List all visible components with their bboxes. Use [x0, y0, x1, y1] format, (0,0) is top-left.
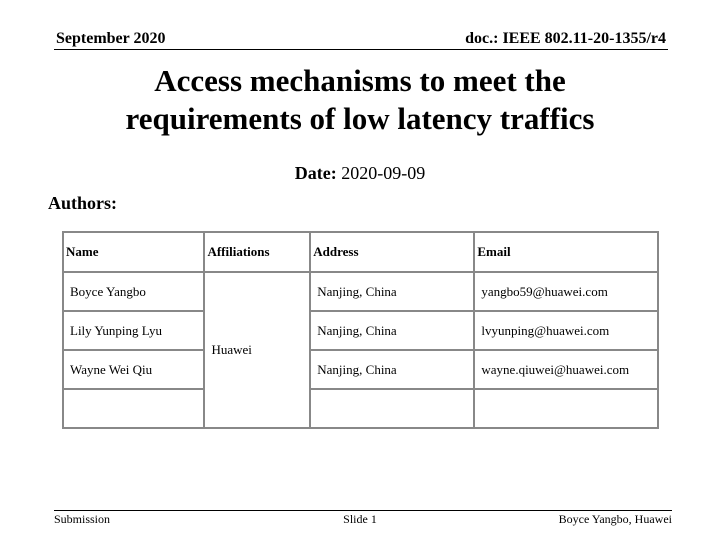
- author-name: Wayne Wei Qiu: [63, 350, 204, 389]
- author-name: Lily Yunping Lyu: [63, 311, 204, 350]
- author-address: Nanjing, China: [310, 350, 474, 389]
- table-row: [63, 272, 658, 311]
- table-row-empty: [63, 389, 658, 428]
- author-email: wayne.qiuwei@huawei.com: [474, 350, 658, 389]
- footer-divider: [54, 510, 672, 511]
- date-value: 2020-09-09: [336, 163, 426, 183]
- header-divider: [54, 49, 668, 50]
- footer-slide-number: Slide 1: [343, 512, 377, 526]
- authors-table: [62, 231, 659, 429]
- slide-title-line-2: requirements of low latency traffics: [125, 101, 595, 136]
- header-name: Name: [63, 232, 204, 272]
- author-email: yangbo59@huawei.com: [474, 272, 658, 311]
- header-affiliations: Affiliations: [204, 232, 310, 272]
- footer-submission: Submission: [54, 512, 111, 526]
- table-row: [63, 350, 658, 389]
- author-address: Nanjing, China: [310, 272, 474, 311]
- slide-title-line-1: Access mechanisms to meet the: [154, 63, 566, 98]
- header-doc-id: doc.: IEEE 802.11-20-1355/r4: [465, 30, 666, 47]
- footer-author: Boyce Yangbo, Huawei: [558, 512, 672, 526]
- date-line: [0, 163, 720, 184]
- author-affiliation: Huawei: [204, 272, 310, 428]
- author-name: [63, 389, 204, 428]
- authors-heading: Authors:: [48, 193, 118, 213]
- author-name: Boyce Yangbo: [63, 272, 204, 311]
- header-email: Email: [474, 232, 658, 272]
- slide-title: [60, 62, 660, 138]
- header-date: September 2020: [56, 30, 166, 47]
- author-email: [474, 389, 658, 428]
- table-row: [63, 311, 658, 350]
- date-label: Date:: [294, 163, 337, 183]
- table-header-row: [63, 232, 658, 272]
- author-address: [310, 389, 474, 428]
- header-address: Address: [310, 232, 474, 272]
- author-address: Nanjing, China: [310, 311, 474, 350]
- author-email: lvyunping@huawei.com: [474, 311, 658, 350]
